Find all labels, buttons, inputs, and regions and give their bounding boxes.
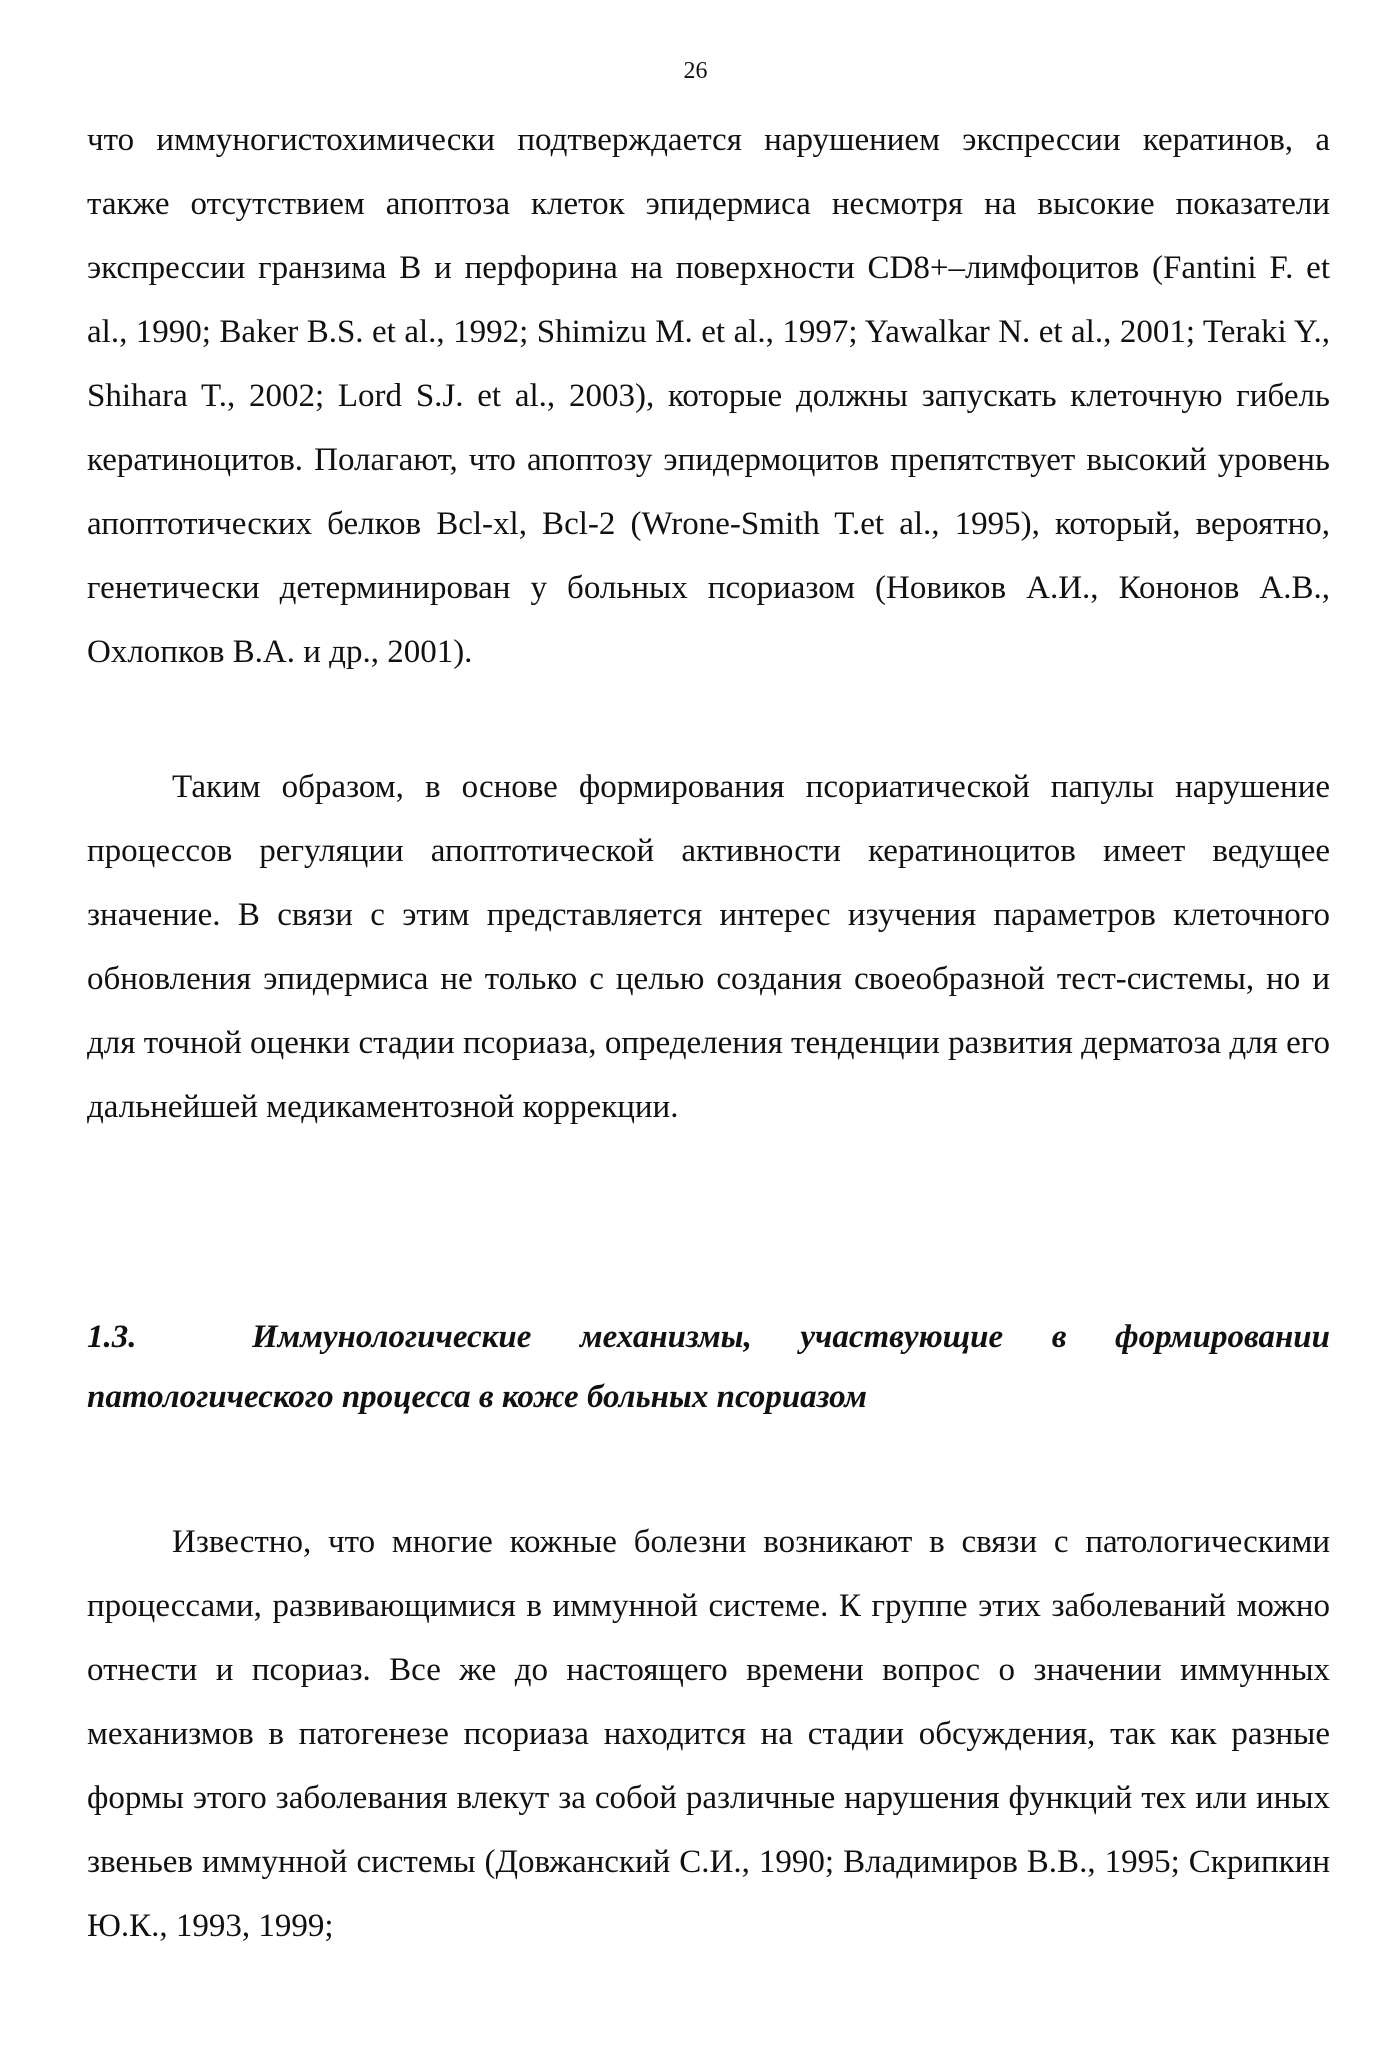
section-heading xyxy=(87,1307,1330,1427)
paragraph-immune: Известно, что многие кожные болезни возникают в связи с патологическими процессами, развивающимися в иммунной системе. К группе этих заболеваний можно отнести и псориаз. Все же до настоящего времени вопрос о значении иммунных механизмов в патогенезе псориаза находится на стадии обсуждения, так как разные формы этого заболевания влекут за собой различные нарушения функций тех или иных звеньев иммунной системы (Довжанский С.И., 1990; Владимиров В.В., 1995; Скрипкин Ю.К., 1993, 1999; xyxy=(87,1524,1330,1944)
section-title: Иммунологические механизмы, участвующие в формировании патологического процесса в коже больных псориазом xyxy=(87,1319,1330,1415)
page-number: 26 xyxy=(683,58,708,84)
paragraph-continuation: что иммуногистохимически подтверждается нарушением экспрессии кератинов, а также отсутствием апоптоза клеток эпидермиса несмотря на высокие показатели экспрессии гранзима В и перфорина на поверхности CD8+–лимфоцитов (Fantini F. et al., 1990; Baker B.S. et al., 1992; Shimizu M. et al., 1997; Yawalkar N. et al., 2001; Teraki Y., Shihara T., 2002; Lord S.J. et al., 2003), которые должны запускать клеточную гибель кератиноцитов. Полагают, что апоптозу эпидермоцитов препятствует высокий уровень апоптотических белков Bcl-xl, Bcl-2 (Wrone-Smith T.et al., 1995), который, вероятно, генетически детерминирован у больных псориазом (Новиков А.И., Кононов А.В., Охлопков В.А. и др., 2001). xyxy=(87,122,1330,670)
paragraph-summary: Таким образом, в основе формирования псориатической папулы нарушение процессов регуляции апоптотической активности кератиноцитов имеет ведущее значение. В связи с этим представляется интерес изучения параметров клеточного обновления эпидермиса не только с целью создания своеобразной тест-системы, но и для точной оценки стадии псориаза, определения тенденции развития дерматоза для его дальнейшей медикаментозной коррекции. xyxy=(87,769,1330,1125)
section-number: 1.3. xyxy=(87,1319,137,1355)
